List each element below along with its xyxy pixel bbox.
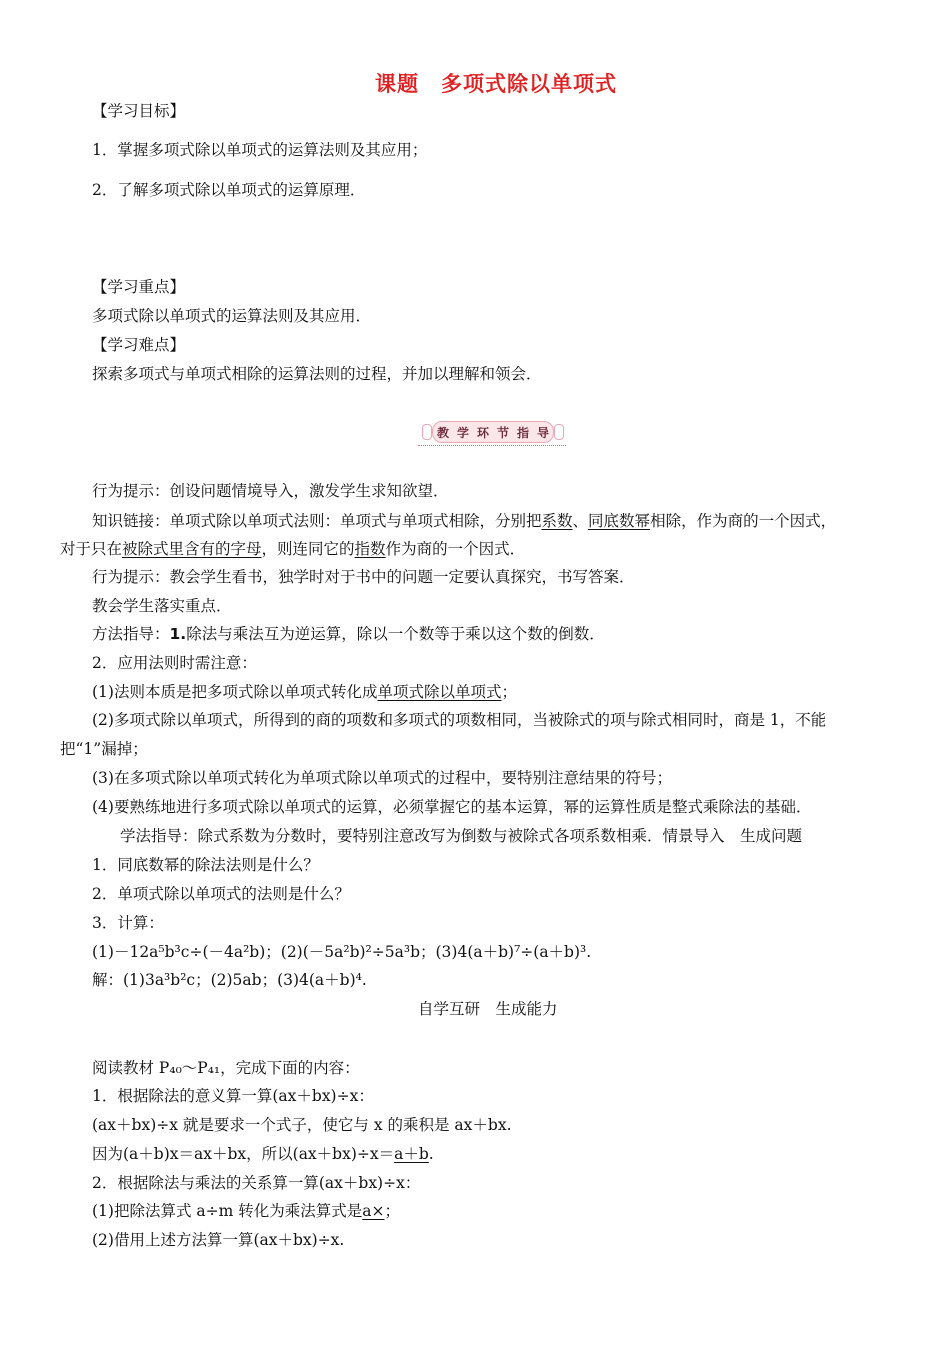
blank-answer: 被除式里含有的字母	[122, 540, 262, 558]
goals-heading: 【学习目标】	[92, 102, 186, 120]
goal-1: 1．掌握多项式除以单项式的运算法则及其应用；	[92, 141, 428, 159]
text-segment: 因为(a＋b)x＝ax＋bx，所以(ax＋bx)÷x＝	[92, 1145, 395, 1163]
text-segment: ；	[501, 683, 517, 701]
difficulty-heading: 【学习难点】	[92, 336, 186, 354]
knowledge-link-cont	[60, 539, 525, 559]
self-study-item-1b	[92, 1144, 434, 1164]
text-segment: .	[428, 1145, 434, 1163]
banner-char: 环	[476, 425, 489, 440]
teach-focus: 教会学生落实重点．	[92, 597, 232, 615]
question-1: 1．同底数幂的除法法则是什么？	[92, 856, 319, 874]
title-prefix: 课题	[375, 72, 419, 96]
item-number: 1.	[169, 625, 187, 643]
behavior-hint-2: 行为提示：教会学生看书，独学时对于书中的问题一定要认真探究，书写答案．	[92, 568, 635, 586]
blank-answer: 指数	[354, 540, 386, 558]
calculation-problems: (1)－12a⁵b³c÷(－4a²b)；(2)(－5a²b)²÷5a³b；(3)4(a＋b)⁷÷(a＋b)³.	[92, 943, 592, 961]
text-segment: 除法与乘法互为逆运算，除以一个数等于乘以这个数的倒数．	[186, 625, 605, 643]
blank-answer: 同底数幂	[588, 512, 651, 530]
section-heading-self-study: 自学互研 生成能力	[418, 1000, 558, 1018]
banner-label	[432, 421, 554, 443]
study-method: 学法指导：除式系数为分数时，要特别注意改写为倒数与被除式各项系数相乘．情景导入 生成问题	[120, 827, 803, 845]
text-segment: (1)法则本质是把多项式除以单项式转化成	[92, 683, 378, 701]
key-heading: 【学习重点】	[92, 278, 186, 296]
difficulty-text: 探索多项式与单项式相除的运算法则的过程，并加以理解和领会．	[92, 365, 542, 383]
title-main: 多项式除以单项式	[441, 72, 617, 96]
behavior-hint-1: 行为提示：创设问题情境导入，激发学生求知欲望．	[92, 482, 449, 500]
blank-answer: 系数	[541, 512, 573, 530]
blank-answer: a＋b	[394, 1145, 429, 1163]
note-1	[92, 682, 517, 702]
reading-instruction: 阅读教材 P₄₀～P₄₁，完成下面的内容：	[92, 1059, 360, 1077]
self-study-item-2b: (2)借用上述方法算一算(ax＋bx)÷x.	[92, 1231, 345, 1249]
banner-underline	[418, 445, 566, 446]
question-2: 2．单项式除以单项式的法则是什么？	[92, 885, 350, 903]
text-segment: 对于只在	[60, 540, 123, 558]
text-segment: 相除，作为商的一个因式，	[650, 512, 837, 530]
banner-char: 教	[436, 425, 449, 440]
self-study-item-1a: (ax＋bx)÷x 就是要求一个式子，使它与 x 的乘积是 ax＋bx.	[92, 1116, 512, 1134]
blank-answer: 单项式除以单项式	[377, 683, 502, 701]
note-2-cont: 把“1”漏掉；	[60, 740, 148, 758]
banner-right-cap	[554, 424, 564, 440]
key-text: 多项式除以单项式的运算法则及其应用．	[92, 307, 372, 325]
self-study-item-2a	[92, 1201, 400, 1221]
banner-char: 导	[536, 425, 549, 440]
text-segment: 知识链接：单项式除以单项式法则：单项式与单项式相除，分别把	[92, 512, 542, 530]
text-segment: ；	[384, 1202, 400, 1220]
text-segment: 方法指导：	[92, 625, 170, 643]
banner-char: 指	[516, 425, 529, 440]
text-segment: (1)把除法算式 a÷m 转化为乘法算式是	[92, 1202, 363, 1220]
note-3: (3)在多项式除以单项式转化为单项式除以单项式的过程中，要特别注意结果的符号；	[92, 769, 672, 787]
goal-2: 2．了解多项式除以单项式的运算原理．	[92, 181, 366, 199]
note-2: (2)多项式除以单项式，所得到的商的项数和多项式的项数相同，当被除式的项与除式相同时，商是 1，不能	[92, 711, 827, 729]
blank-answer: a×	[362, 1202, 385, 1220]
banner-char: 学	[456, 425, 469, 440]
text-segment: ，则连同它的	[261, 540, 355, 558]
method-item-2: 2．应用法则时需注意：	[92, 654, 257, 672]
self-study-item-2: 2．根据除法与乘法的关系算一算(ax＋bx)÷x：	[92, 1174, 421, 1192]
method-guide	[92, 624, 605, 644]
question-3: 3．计算：	[92, 914, 164, 932]
solution: 解：(1)3a³b²c；(2)5ab；(3)4(a＋b)⁴.	[92, 971, 367, 989]
text-segment: 、	[572, 512, 589, 530]
banner-char: 节	[496, 425, 509, 440]
text-segment: 作为商的一个因式．	[385, 540, 526, 558]
page-title	[0, 68, 950, 98]
section-banner	[418, 418, 566, 446]
note-4: (4)要熟练地进行多项式除以单项式的运算，必须掌握它的基本运算，幂的运算性质是整式乘除法的基础．	[92, 798, 812, 816]
banner-left-cap	[422, 424, 432, 440]
self-study-item-1: 1．根据除法的意义算一算(ax＋bx)÷x：	[92, 1087, 374, 1105]
knowledge-link	[92, 511, 836, 531]
